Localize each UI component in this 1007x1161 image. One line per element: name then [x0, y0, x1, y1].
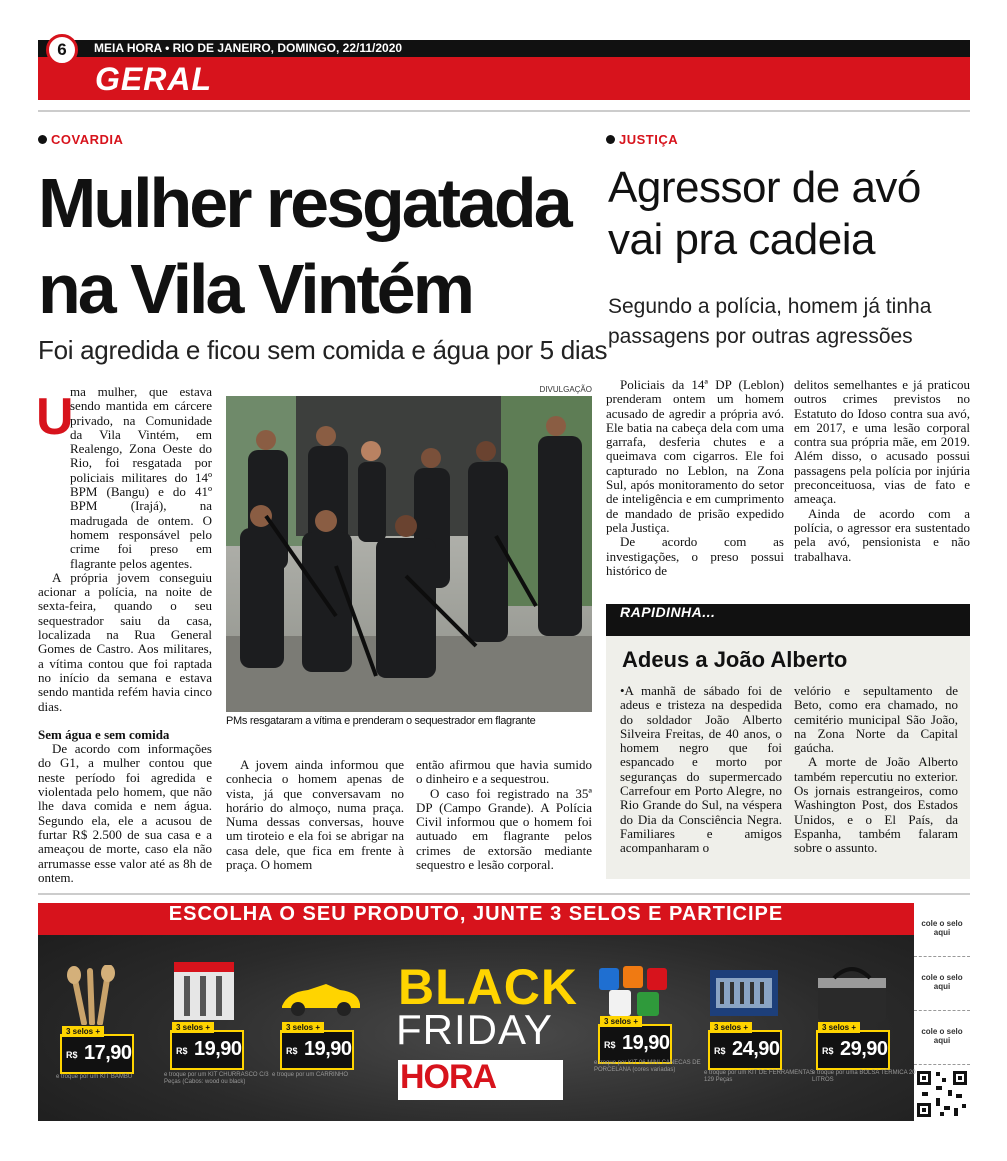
rapidinha-column-2: [794, 684, 958, 856]
divider: [38, 110, 970, 112]
selos-label: 3 selos +: [172, 1022, 214, 1033]
paragraph: velório e sepultamento de Beto, como era chamado, no cemitério municipal São João, na Zona Norte da Capital gaúcha.: [794, 683, 958, 756]
barbecue-kit-image: [170, 960, 240, 1022]
article-column-2: [794, 378, 970, 564]
cooler-bag-image: [812, 964, 892, 1024]
photo-credit: DIVULGAÇÃO: [539, 385, 592, 394]
price: 19,90: [622, 1032, 670, 1054]
section-title: GERAL: [95, 61, 212, 97]
currency: R$: [604, 1040, 616, 1050]
toy-car-image: [278, 978, 364, 1018]
stamp-slot: cole o selo aqui: [914, 957, 970, 1011]
selos-label: 3 selos +: [818, 1022, 860, 1033]
kicker-text: COVARDIA: [51, 132, 124, 147]
paragraph: ma mulher, que estava sendo mantida em cárcere privado, na Comunidade da Vila Vintém, em Realengo, Zona Oeste do Rio, foi resgatada por policiais militares do 14º BPM (Bangu) e do 41º BPM (Irajá), na madrugada de ontem. O homem responsável pelo crime foi preso em flagrante pelos agentes.: [70, 384, 212, 571]
subheading: Sem água e sem comida: [38, 726, 170, 742]
paragraph: De acordo com informações do G1, a mulher contou que neste período foi agredida e violentada pelo homem, que não lhe dava comida e nem água. Segundo ela, ele a acusou de furtar R$ 2.500 de sua casa e a ameaçou de morte, caso ela não arrumasse esse valor até as 8h de ontem.: [38, 741, 212, 885]
article-column-1: [38, 385, 212, 885]
kicker-justica: [606, 132, 678, 147]
bullet-icon: [38, 135, 47, 144]
subheadline: Segundo a polícia, homem já tinha passagens por outras agressões: [608, 295, 932, 348]
paragraph: A morte de João Alberto também repercutiu no exterior. Os jornais estrangeiros, como Washington Post, dos Estados Unidos, e o El País, da Espanha, também falaram sobre o assunto.: [794, 754, 958, 856]
brand-line: MEIA HORA • RIO DE JANEIRO, DOMINGO, 22/11/2020: [94, 41, 403, 55]
logo-text: HORA: [400, 1058, 497, 1096]
stamp-slot: cole o selo aqui: [914, 1011, 970, 1065]
black-friday-subtitle: FRIDAY: [396, 1006, 553, 1053]
price-tag: [170, 1023, 244, 1070]
paragraph: delitos semelhantes e já praticou outros crimes previstos no Estatuto do Idoso contra sua avó, em 2017, e uma lesão corporal contra sua própria mãe, em 2019. Além disso, o acusado possui passagens pela polícia por injúria preconceituosa, vias de fato e ameaça.: [794, 377, 970, 507]
selos-label: 3 selos +: [600, 1016, 642, 1027]
kicker-covardia: [38, 132, 123, 147]
article-column-3: [416, 758, 592, 872]
currency: R$: [714, 1046, 726, 1056]
rapidinha-label: RAPIDINHA...: [620, 604, 716, 620]
paragraph: Policiais da 14ª DP (Leblon) prenderam ontem um homem acusado de agredir a própria avó. Ele batia na cabeça dela com uma garrafa, desferia chutes e a queimava com cigarros. Ele foi capturado no Leblon, na Zona Sul, após monitoramento do setor de inteligência e em cumprimento de mandado de prisão expedido pela Justiça.: [606, 377, 784, 535]
divider: [38, 893, 970, 895]
currency: R$: [286, 1046, 298, 1056]
price: 24,90: [732, 1038, 780, 1060]
bamboo-utensils-image: [60, 965, 130, 1025]
paragraph: A própria jovem conseguiu acionar a polícia, na noite de sexta-feira, quando o seu sequestrador saiu da casa, localizada na Rua General Gomes de Castro. Aos militares, a vítima contou que foi raptada no início da semana e estava sendo mantida refém havia cinco dias.: [38, 569, 212, 714]
kicker-text: JUSTIÇA: [619, 132, 679, 147]
article-column-1: [606, 378, 784, 578]
subheadline: Foi agredida e ficou sem comida e água por 5 dias: [38, 335, 608, 365]
mugs-image: [595, 964, 675, 1020]
product-description: e troque por uma BOLSA TÉRMICA 20 LITROS: [812, 1070, 916, 1083]
police-group-photo: [226, 396, 592, 712]
black-friday-title: BLACK: [398, 959, 578, 1015]
currency: R$: [66, 1050, 78, 1060]
headline: Agressor de avó vai pra cadeia: [608, 163, 921, 264]
price-tag: [816, 1023, 890, 1070]
paragraph: De acordo com as investigações, o preso possui histórico de: [606, 534, 784, 578]
product-description: e troque por um KIT DE FERRAMENTAS 129 Peças: [704, 1070, 814, 1083]
price: 19,90: [194, 1038, 242, 1060]
price: 29,90: [840, 1038, 888, 1060]
selos-label: 3 selos +: [710, 1022, 752, 1033]
rapidinha-title: Adeus a João Alberto: [622, 647, 848, 672]
paragraph: •A manhã de sábado foi de adeus e tristeza na despedida do soldador João Alberto Silveira Freitas, de 40 anos, o homem negro que foi espancado e morto por seguranças do supermercado Carrefour em Porto Alegre, no Rio Grande do Sul, na véspera do Dia da Consciência Negra. Familiares e amigos acompanharam o: [620, 683, 782, 856]
paragraph: O caso foi registrado na 35ª DP (Campo Grande). A Polícia Civil informou que o homem foi autuado em flagrante pelos crimes de extorsão mediante sequestro e lesão corporal.: [416, 785, 592, 873]
product-description: e troque por um KIT BAMBU: [56, 1074, 133, 1080]
page-number: 6: [46, 34, 78, 66]
paragraph: Ainda de acordo com a polícia, o agressor era sustentado pela avó, pensionista e não trabalhava.: [794, 505, 970, 564]
price: 19,90: [304, 1038, 352, 1060]
product-description: e troque por KIT 06 MINI CANECAS DE PORCELANA (cores variadas): [594, 1060, 701, 1073]
price-tag: [60, 1027, 134, 1074]
toolkit-image: [706, 966, 782, 1020]
price-tag: [598, 1017, 672, 1064]
product-description: e troque por um KIT CHURRASCO C/3 Peças (Cabos: wood ou black): [164, 1072, 269, 1085]
price: 17,90: [84, 1042, 132, 1064]
photo-caption: PMs resgataram a vítima e prenderam o sequestrador em flagrante: [226, 715, 536, 727]
article-column-2: [226, 758, 404, 872]
ad-banner-text: ESCOLHA O SEU PRODUTO, JUNTE 3 SELOS E PARTICIPE: [168, 903, 784, 925]
news-photo: [226, 396, 592, 712]
price-tag: [708, 1023, 782, 1070]
headline: Mulher resgatada na Vila Vintém: [38, 164, 570, 328]
product-description: e troque por um CARRINHO: [272, 1072, 349, 1078]
paragraph: então afirmou que havia sumido o dinheiro e a sequestrou.: [416, 757, 592, 787]
qr-code-icon[interactable]: [914, 1068, 970, 1120]
selos-label: 3 selos +: [282, 1022, 324, 1033]
currency: R$: [176, 1046, 188, 1056]
drop-cap: U: [36, 388, 74, 446]
bullet-icon: [606, 135, 615, 144]
price-tag: [280, 1023, 354, 1070]
currency: R$: [822, 1046, 834, 1056]
paragraph: A jovem ainda informou que conhecia o homem apenas de vista, já que conversavam no horário do almoço, numa praça. Numa dessas conversas, houve um tiroteio e ela foi se abrigar na casa dele, que fica em frente à praça. O homem: [226, 757, 404, 873]
rapidinha-column-1: [620, 684, 782, 856]
stamp-slot: cole o selo aqui: [914, 903, 970, 957]
selos-label: 3 selos +: [62, 1026, 104, 1037]
